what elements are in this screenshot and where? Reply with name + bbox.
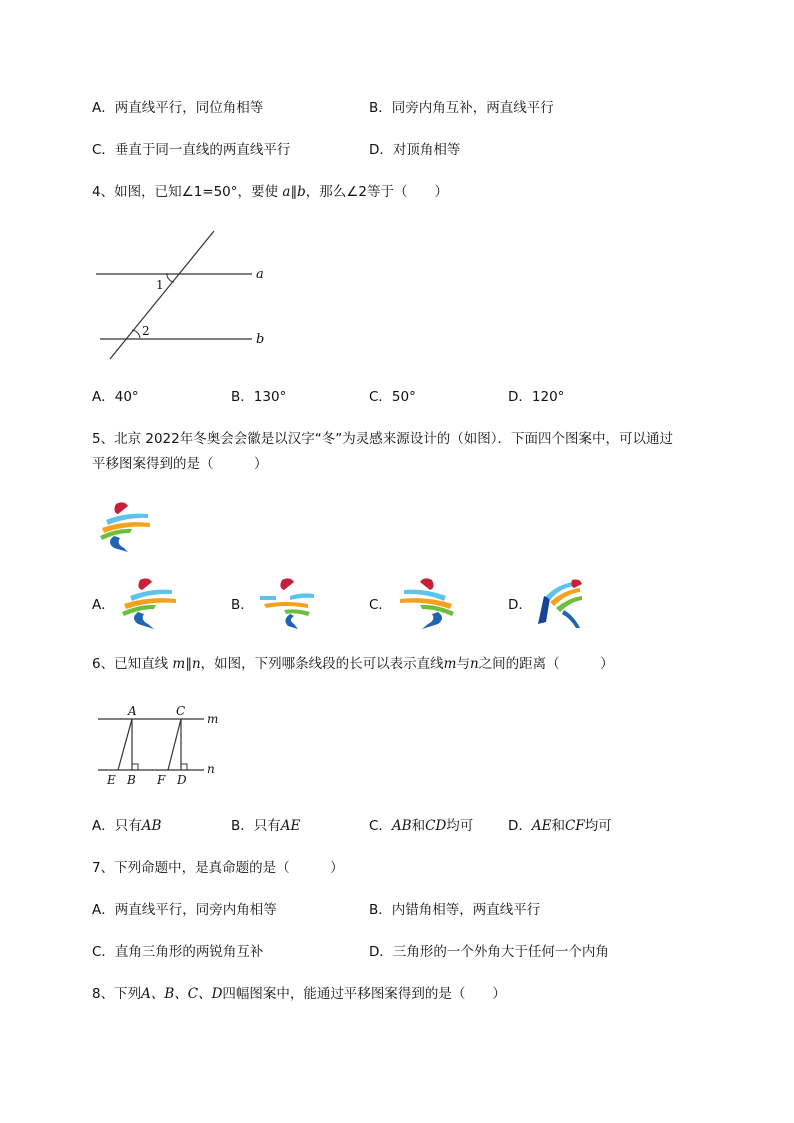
q5-option-d-emblem [534, 576, 590, 632]
q3-option-b: B．同旁内角互补，两直线平行 [369, 100, 554, 116]
q4-option-b: B．130° [231, 389, 287, 405]
q4-figure [90, 225, 280, 365]
q4-label-2: 2 [142, 324, 150, 338]
q6-option-b [231, 817, 300, 835]
q7-option-c: C．直角三角形的两锐角互补 [92, 944, 264, 960]
q5-emblem-reference [96, 498, 154, 556]
q6-option-b-prefix: B．只有 [231, 818, 281, 834]
q6-label-n: n [207, 762, 215, 776]
q3-option-d: D．对顶角相等 [369, 142, 461, 158]
q4-option-d: D．120° [508, 389, 565, 405]
q6-label-f: F [157, 773, 166, 787]
q6-option-d-mid: 和 [551, 818, 566, 834]
q4-option-a: A．40° [92, 389, 139, 405]
q6-var-n: n [191, 656, 201, 672]
q6-parallel: ∥ [185, 656, 192, 672]
q6-option-c-mid: 和 [411, 818, 426, 834]
q3-option-c: C．垂直于同一直线的两直线平行 [92, 142, 291, 158]
q8-stem-pre: 8、下列 [92, 986, 142, 1002]
q6-segment-ae [118, 719, 132, 770]
q6-var-m2: m [443, 656, 457, 672]
q6-label-d: D [177, 773, 187, 787]
q7-stem: 7、下列命题中，是真命题的是（ ） [92, 860, 344, 876]
q6-option-c-var2: CD [425, 818, 447, 834]
q6-label-b: B [127, 773, 136, 787]
q5-option-b-emblem [256, 576, 318, 632]
q6-right-angle-b [132, 764, 138, 770]
q6-option-d-suffix: 均可 [584, 818, 612, 834]
q6-option-a-prefix: A．只有 [92, 818, 142, 834]
q5-stem-line2: 平移图案得到的是（ ） [92, 456, 268, 472]
q6-label-e: E [107, 773, 116, 787]
q6-option-c-var: AB [391, 818, 412, 834]
q5-option-a-emblem [118, 576, 180, 632]
q4-var-a: a [282, 184, 291, 200]
q6-option-d-prefix: D． [508, 818, 532, 834]
q6-stem-post: 之间的距离（ ） [478, 656, 614, 672]
q6-option-d-var: AE [531, 818, 552, 834]
q5-option-b-label: B． [231, 597, 254, 613]
q6-stem-pre: 6、已知直线 [92, 656, 173, 672]
q8-stem-post: 四幅图案中，能通过平移图案得到的是（ ） [222, 986, 506, 1002]
q4-parallel: ∥ [290, 184, 298, 200]
q6-stem-mid: ，如图，下列哪条线段的长可以表示直线 [200, 656, 444, 672]
q6-label-m: m [207, 712, 219, 726]
q4-label-1: 1 [156, 278, 164, 292]
q5-stem-line1: 5、北京 2022年冬奥会会徽是以汉字“冬”为灵感来源设计的（如图）．下面四个图案中，可以通过 [92, 431, 673, 447]
q6-option-c-suffix: 均可 [446, 818, 474, 834]
q4-label-a: a [256, 267, 264, 282]
q6-option-b-var: AE [280, 818, 301, 834]
q6-label-c: C [176, 704, 186, 718]
q8-letters: A、B、C、D [141, 986, 223, 1002]
q5-option-a-label: A． [92, 597, 115, 613]
q7-option-b: B．内错角相等，两直线平行 [369, 902, 541, 918]
q3-option-a: A．两直线平行，同位角相等 [92, 100, 264, 116]
q6-option-a-var: AB [141, 818, 162, 834]
q4-stem [92, 183, 448, 201]
q4-option-c: C．50° [369, 389, 416, 405]
q7-option-a: A．两直线平行，同旁内角相等 [92, 902, 277, 918]
q4-stem-pre: 4、如图，已知∠1=50°，要使 [92, 184, 283, 200]
q6-option-a [92, 817, 161, 835]
q5-option-d-label: D． [508, 597, 532, 613]
q4-label-b: b [256, 332, 265, 347]
q5-option-c-emblem [396, 576, 458, 632]
q6-segment-cf [168, 719, 181, 770]
q6-option-d-var2: CF [565, 818, 585, 834]
q6-var-m: m [172, 656, 186, 672]
q6-right-angle-d [181, 764, 187, 770]
q6-figure [94, 700, 224, 792]
q8-stem [92, 985, 506, 1003]
q6-option-c-prefix: C． [369, 818, 392, 834]
q6-stem [92, 655, 614, 673]
q6-var-n2: n [469, 656, 479, 672]
q6-option-d [508, 817, 612, 835]
q4-transversal [110, 231, 214, 359]
q5-option-c-label: C． [369, 597, 392, 613]
q6-option-c [369, 817, 473, 835]
q7-option-d: D．三角形的一个外角大于任何一个内角 [369, 944, 609, 960]
q6-label-a: A [128, 704, 137, 718]
q4-var-b: b [297, 184, 306, 200]
q6-stem-with: 与 [456, 656, 470, 672]
q4-stem-post: ，那么∠2等于（ ） [305, 184, 448, 200]
